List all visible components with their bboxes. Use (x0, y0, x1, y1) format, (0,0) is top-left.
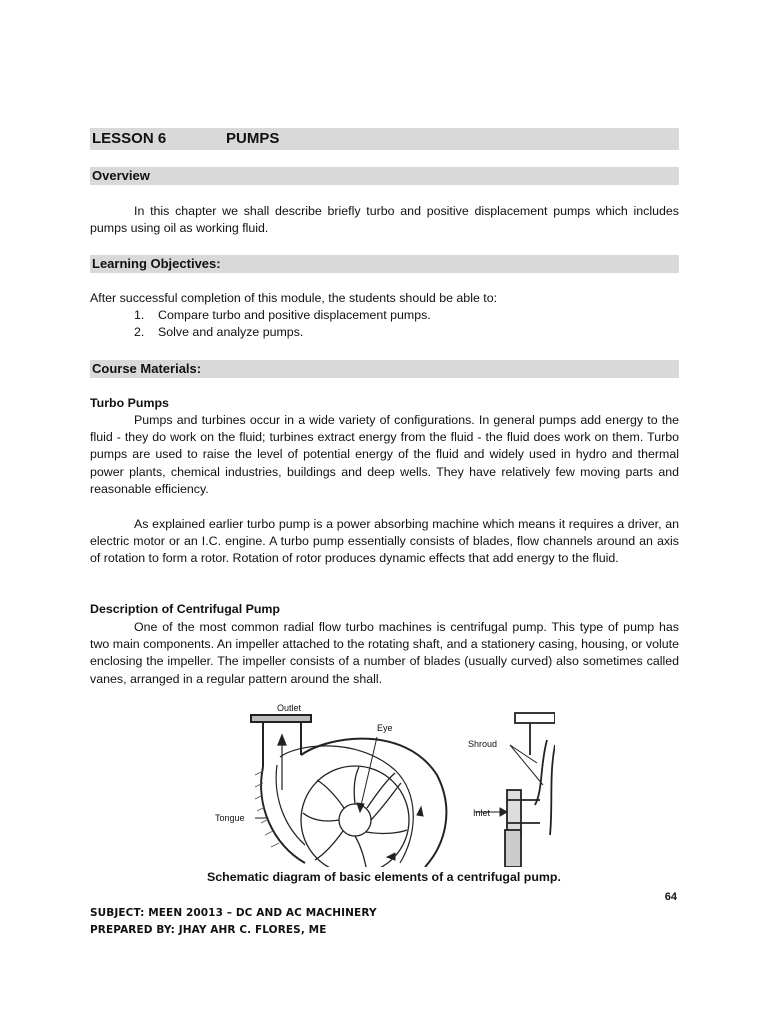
turbo-pumps-heading: Turbo Pumps (90, 396, 169, 410)
page-number: 64 (664, 891, 677, 903)
centrifugal-pump-figure (155, 695, 555, 872)
lesson-number: LESSON 6 (92, 130, 167, 147)
centrifugal-heading: Description of Centrifugal Pump (90, 602, 280, 616)
centrifugal-paragraph: One of the most common radial flow turbo machines is centrifugal pump. This type of pump has two main components. An impeller attached to the rotating shaft, and a stationery casing, housing, or volute enclosing the impeller. The impeller consists of a number of blades (usually curved) also sometimes called vanes, arranged in a regular pattern around the shall. (90, 620, 679, 686)
inlet-label: Inlet (473, 808, 491, 818)
turbo-paragraph-2: As explained earlier turbo pump is a power absorbing machine which means it requires a driver, an electric motor or an I.C. engine. A turbo pump essentially consists of blades, flow channels around an axis of rotation to form a rotor. Rotation of rotor produces dynamic effects that add energy to the fluid. (90, 517, 679, 566)
materials-heading: Course Materials: (90, 360, 679, 378)
outlet-label: Outlet (277, 703, 302, 713)
objectives-intro: After successful completion of this module, the students should be able to: (90, 291, 498, 305)
overview-heading: Overview (90, 167, 679, 185)
footer-prepared-by: PREPARED BY: JHAY AHR C. FLORES, ME (90, 924, 327, 936)
objectives-heading: Learning Objectives: (90, 255, 679, 273)
turbo-paragraph-1: Pumps and turbines occur in a wide variety of configurations. In general pumps add energy to the fluid - they do work on the fluid; turbines extract energy from the fluid - the fluid does work on them. Turbo pumps are used to raise the level of potential energy of the fluid and widely used in hydro and thermal power plants, chemical industries, buildings and deep wells. They have relatively few moving parts and reasonable efficiency. (90, 413, 679, 496)
footer-subject: SUBJECT: MEEN 20013 – DC AND AC MACHINERY (90, 907, 377, 919)
overview-text: In this chapter we shall describe briefly turbo and positive displacement pumps which includes pumps using oil as working fluid. (90, 204, 679, 236)
lesson-title-bar (90, 128, 679, 150)
shroud-label: Shroud (468, 739, 498, 749)
figure-caption: Schematic diagram of basic elements of a centrifugal pump. (207, 870, 561, 884)
eye-label: Eye (377, 723, 393, 733)
pump-schematic (155, 695, 555, 867)
list-item: 1. Compare turbo and positive displacement pumps. (134, 308, 431, 322)
tongue-label: Tongue (215, 813, 245, 823)
objectives-list (90, 307, 431, 341)
lesson-title: PUMPS (226, 130, 280, 147)
list-item: 2. Solve and analyze pumps. (134, 325, 304, 340)
